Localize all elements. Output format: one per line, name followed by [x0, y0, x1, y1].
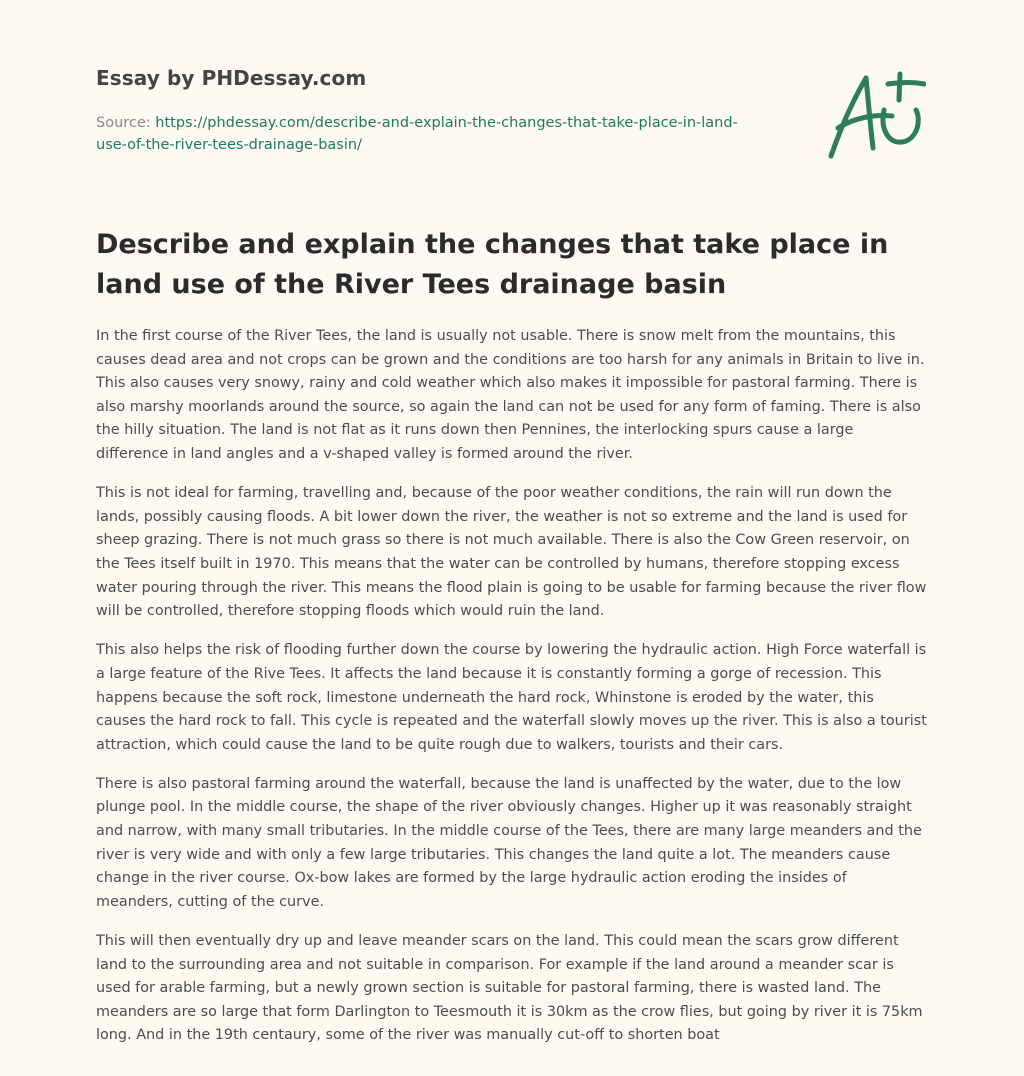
source-line — [96, 112, 756, 156]
source-label: Source: — [96, 115, 151, 131]
essay-paragraph: There is also pastoral farming around the waterfall, because the land is unaffected by the water, due to the low plunge pool. In the middle course, the shape of the river obviously changes. Higher up it was reasonably straight and narrow, with many small tributaries. In the middle course of the Tees, there are many large meanders and the river is very wide and with only a few large tributaries. This changes the land quite a lot. The meanders cause change in the river course. Ox-bow lakes are formed by the large hydraulic action eroding the insides of meanders, cutting of the curve. — [96, 775, 922, 910]
essay-title: Describe and explain the changes that take place in land use of the River Tees drainage basin — [96, 229, 889, 300]
site-brand: Essay by PHDessay.com — [96, 66, 367, 90]
essay-paragraph: This will then eventually dry up and leave meander scars on the land. This could mean the scars grow different land to the surrounding area and not suitable in comparison. For example if the land around a meander scar is used for arable farming, but a newly grown section is suitable for pastoral farming, there is wasted land. The meanders are so large that form Darlington to Teesmouth it is 30km as the crow flies, but going by river it is 75km long. And in the 19th centaury, some of the river was manually cut-off to shorten boat — [96, 933, 923, 1044]
source-link[interactable]: https://phdessay.com/describe-and-explain-the-changes-that-take-place-in-land-use-of-the-river-tees-drainage-basin/ — [96, 115, 738, 153]
essay-paragraph: In the first course of the River Tees, the land is usually not usable. There is snow melt from the mountains, this causes dead area and not crops can be grown and the conditions are too harsh for any animals in Britain to live in. This also causes very snowy, rainy and cold weather which also makes it impossible for pastoral farming. There is also marshy moorlands around the source, so again the land can not be used for any form of faming. There is also the hilly situation. The land is not flat as it runs down then Pennines, the interlocking spurs cause a large difference in land angles and a v-shaped valley is formed around the river. — [96, 328, 925, 462]
a-plus-logo-icon — [826, 70, 926, 162]
essay-paragraph: This also helps the risk of flooding further down the course by lowering the hydraulic action. High Force waterfall is a large feature of the Rive Tees. It affects the land because it is constantly forming a gorge of recession. This happens because the soft rock, limestone underneath the hard rock, Whinstone is eroded by the water, this causes the hard rock to fall. This cycle is repeated and the waterfall slowly moves up the river. This is also a tourist attraction, which could cause the land to be quite rough due to walkers, tourists and their cars. — [96, 642, 927, 753]
essay-body — [96, 325, 928, 1064]
essay-paragraph: This is not ideal for farming, travelling and, because of the poor weather conditions, the rain will run down the lands, possibly causing floods. A bit lower down the river, the weather is not so extreme and the land is used for sheep grazing. There is not much grass so there is not much available. There is also the Cow Green reservoir, on the Tees itself built in 1970. This means that the water can be controlled by humans, therefore stopping excess water pouring through the river. This means the flood plain is going to be usable for farming because the river flow will be controlled, therefore stopping floods which would ruin the land. — [96, 485, 927, 620]
